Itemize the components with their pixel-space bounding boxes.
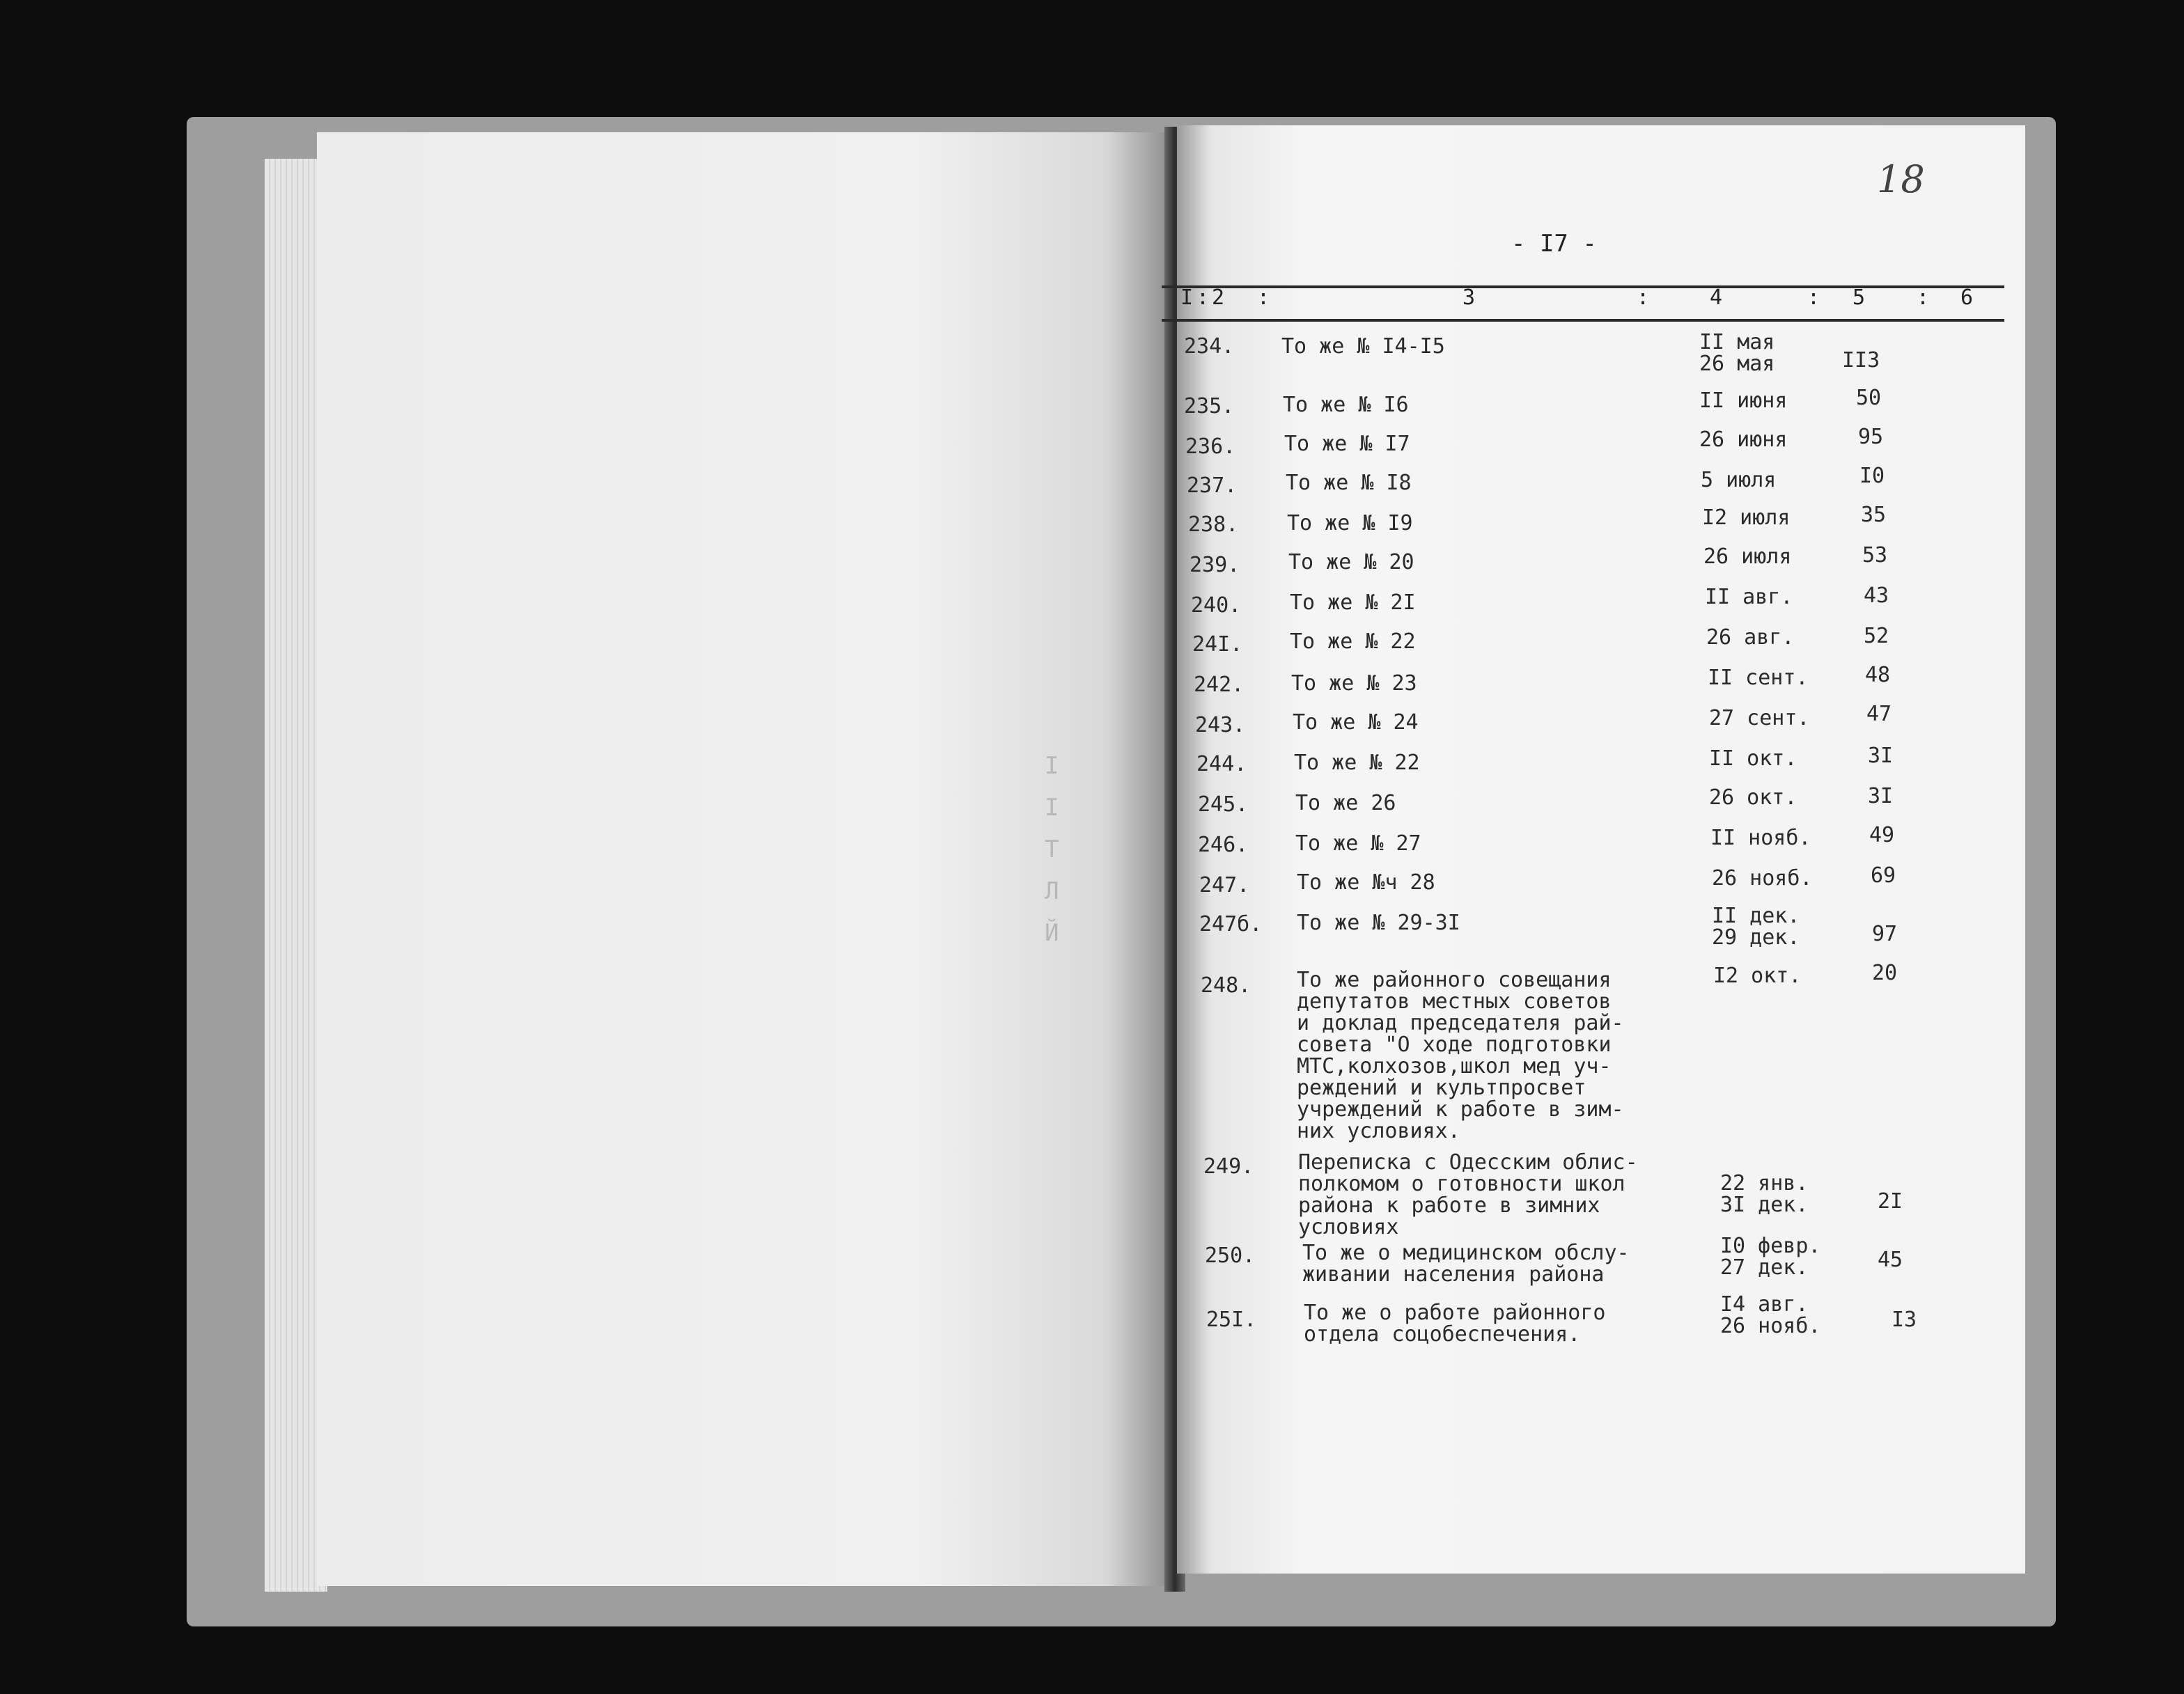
row-number: 242.	[1194, 673, 1245, 697]
row-count: 49	[1869, 823, 1895, 847]
row-date: II мая 26 мая	[1699, 330, 1775, 376]
row-count: 48	[1865, 663, 1891, 687]
row-date: II дек. 29 дек.	[1712, 904, 1800, 950]
row-title: То же о работе районного отдела соцобеспечения.	[1304, 1301, 1606, 1347]
header-col-6: 6	[1960, 285, 1974, 310]
row-number: 237.	[1187, 473, 1238, 498]
row-number: 24I.	[1192, 632, 1243, 657]
row-count: 20	[1872, 961, 1898, 985]
page-number: - I7 -	[1511, 230, 1597, 258]
row-title: Переписка с Одесским облис- полкомом о готовности школ района к работе в зимних условиях	[1298, 1150, 1638, 1239]
row-date: 26 авг.	[1706, 625, 1795, 650]
row-count: 3I	[1868, 784, 1894, 808]
row-title: То же № 24	[1293, 710, 1419, 735]
handwritten-sheet-number: 18	[1877, 157, 1925, 201]
row-number: 246.	[1198, 833, 1249, 857]
header-col-5: 5	[1852, 285, 1866, 310]
row-title: То же № I9	[1287, 511, 1413, 535]
header-sep: :	[1807, 285, 1820, 310]
row-number: 245.	[1198, 792, 1249, 817]
row-number: 249.	[1203, 1154, 1254, 1179]
row-count: 53	[1862, 543, 1888, 567]
row-date: II сент.	[1708, 666, 1809, 690]
row-number: 240.	[1191, 593, 1242, 618]
row-date: I0 февр. 27 дек.	[1720, 1234, 1821, 1280]
header-sep: :	[1637, 285, 1650, 310]
row-number: 248.	[1201, 973, 1251, 998]
bleed-mark: Й	[1045, 919, 1059, 947]
row-count: 35	[1861, 503, 1887, 527]
row-date: 26 июля	[1703, 544, 1792, 569]
row-count: II3	[1842, 348, 1880, 372]
row-title: То же о медицинском обслу- живании населения района	[1302, 1241, 1630, 1287]
row-title: То же № 22	[1290, 629, 1416, 654]
row-number: 247.	[1199, 873, 1250, 897]
row-count: 50	[1856, 386, 1882, 410]
row-date: 26 июня	[1699, 428, 1788, 452]
header-bottom-rule	[1162, 319, 2004, 322]
row-title: То же №ч 28	[1297, 870, 1435, 895]
row-number: 234.	[1184, 334, 1235, 359]
row-count: 3I	[1868, 744, 1894, 768]
row-date: II июня	[1699, 389, 1788, 413]
bleed-mark: T	[1045, 836, 1059, 863]
row-count: 95	[1858, 425, 1884, 449]
row-title: То же № 27	[1295, 831, 1421, 856]
header-top-rule	[1162, 285, 2004, 288]
header-sep: :	[1196, 285, 1210, 310]
row-number: 244.	[1196, 752, 1247, 776]
row-title: То же районного совещания депутатов местных советов и доклад председателя рай- совета "О ходе подготовки МТС,колхозов,школ мед уч- реждений и культпросвет учреждений к работе в зим- них условиях.	[1297, 968, 1624, 1143]
row-number: 238.	[1188, 512, 1239, 537]
header-sep: :	[1257, 285, 1270, 310]
row-title: То же № I4-I5	[1281, 334, 1445, 359]
row-number: 247б.	[1199, 912, 1263, 936]
header-col-2: 2	[1212, 285, 1225, 310]
row-count: 43	[1864, 583, 1889, 608]
row-number: 235.	[1184, 394, 1235, 418]
header-col-4: 4	[1710, 285, 1723, 310]
header-col-1: I	[1180, 285, 1194, 310]
row-number: 25I.	[1206, 1308, 1257, 1332]
row-date: I2 окт.	[1713, 964, 1802, 988]
row-date: II авг.	[1705, 585, 1793, 609]
row-title: То же № I7	[1284, 432, 1410, 456]
row-title: То же № 29-3I	[1297, 911, 1460, 935]
row-number: 236.	[1185, 434, 1236, 459]
row-count: 45	[1878, 1248, 1903, 1272]
bleed-mark: I	[1045, 752, 1059, 780]
row-title: То же № I6	[1283, 393, 1409, 417]
row-count: 47	[1866, 702, 1892, 726]
row-title: То же № 22	[1294, 751, 1420, 775]
bleed-mark: I	[1045, 794, 1059, 822]
row-title: То же № 23	[1291, 671, 1417, 696]
row-date: 26 нояб.	[1712, 866, 1813, 891]
row-count: 52	[1864, 624, 1889, 648]
bleed-mark: Л	[1045, 877, 1059, 905]
row-number: 250.	[1205, 1244, 1256, 1268]
row-count: 69	[1871, 863, 1896, 888]
header-col-3: 3	[1462, 285, 1476, 310]
row-date: I4 авг. 26 нояб.	[1720, 1292, 1821, 1338]
row-count: 2I	[1878, 1189, 1903, 1214]
row-date: I2 июля	[1702, 505, 1791, 530]
row-count: 97	[1872, 922, 1898, 946]
row-date: II окт.	[1709, 746, 1797, 771]
row-title: То же № 20	[1288, 550, 1414, 574]
row-date: II нояб.	[1710, 826, 1811, 850]
row-date: 22 янв. 3I дек.	[1720, 1171, 1809, 1217]
row-count: I3	[1892, 1308, 1917, 1332]
row-title: То же 26	[1295, 791, 1396, 815]
row-date: 26 окт.	[1709, 785, 1797, 810]
row-title: То же № I8	[1286, 471, 1412, 495]
row-date: 27 сент.	[1709, 706, 1810, 730]
row-count: I0	[1859, 464, 1885, 488]
row-number: 239.	[1190, 553, 1240, 577]
row-number: 243.	[1195, 713, 1246, 737]
header-sep: :	[1917, 285, 1930, 310]
row-date: 5 июля	[1701, 468, 1777, 492]
row-title: То же № 2I	[1290, 590, 1416, 615]
